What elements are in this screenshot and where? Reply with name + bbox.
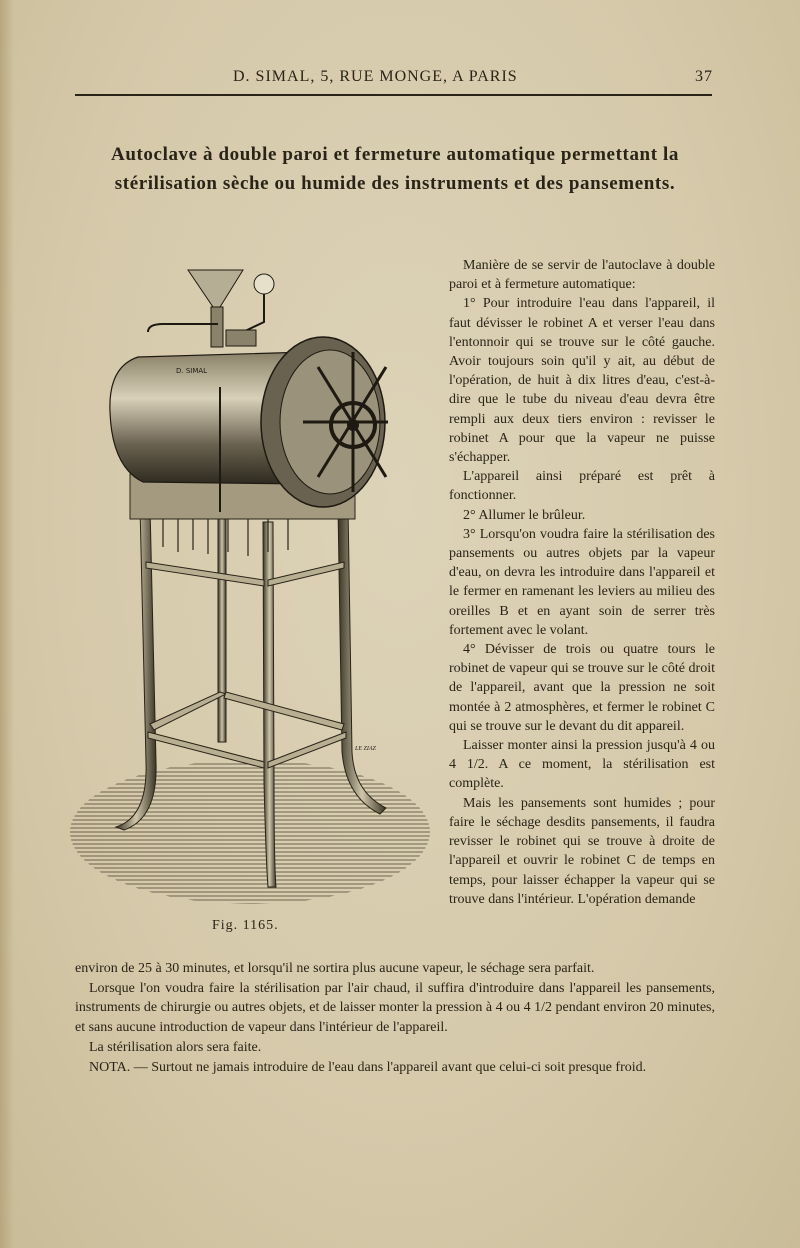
paragraph: L'appareil ainsi préparé est prêt à fonctionner. [449, 469, 715, 504]
figure-caption: Fig. 1165. [212, 918, 279, 933]
paragraph: 2° Allumer le brûleur. [463, 507, 586, 523]
paragraph: La stérilisation alors sera faite. [89, 1039, 262, 1055]
header-rule [75, 94, 712, 96]
paragraph: 1° Pour introduire l'eau dans l'appareil, il faut dévisser le robinet A et verser l'eau dans l'entonnoir qui se trouve sur le côté gauche. Avoir toujours soin qu'il y ait, au début de l'opération, de huit à dix litres d'eau, c'est-à-dire que le tube du niveau d'eau devra être rempli aux deux tiers environ : revisser le robinet A pour que la vapeur ne puisse s'échapper. [449, 296, 715, 466]
paragraph: 3° Lorsqu'on voudra faire la stérilisation des pansements ou autres objets par la vapeur d'eau, on devra les introduire dans l'appareil et le fermer en ramenant les leviers au milieu des oreilles B et en ayant soin de serrer très fortement avec le volant. [449, 526, 715, 638]
page-edge-shadow [0, 0, 14, 1248]
running-header [75, 66, 715, 92]
paragraph: Laisser monter ainsi la pression jusqu'à 4 ou 4 1/2. A ce moment, la stérilisation est complète. [449, 738, 715, 792]
running-title: D. SIMAL, 5, RUE MONGE, A PARIS [233, 68, 518, 85]
paragraph: 4° Dévisser de trois ou quatre tours le robinet de vapeur qui se trouve sur le côté droit de l'appareil, avant que la pression ne soit montée à 2 atmosphères, et fermer le robinet C qui se trouve sur le devant du dit appareil. [449, 642, 715, 734]
engraver-mark: LE ZIAZ [355, 746, 376, 752]
autoclave-engraving [68, 262, 433, 912]
device-label: D. SIMAL [176, 367, 208, 375]
page-number: 37 [695, 68, 713, 85]
paragraph: Mais les pansements sont humides ; pour faire le séchage desdits pansements, il faudra revisser le robinet qui se trouve à droite de l'appareil et ouvrir le robinet C de temps en temps, pour laisser échapper la vapeur qui se trouve dans l'intérieur. L'opération demande [449, 795, 715, 907]
paragraph: Lorsque l'on voudra faire la stérilisation par l'air chaud, il suffira d'introduire dans l'appareil les pansements, instruments de chirurgie ou autres objets, et de laisser monter la pression à 4 ou 4 1/2 pendant environ 20 minutes, et sans aucune introduction de vapeur dans l'intérieur de l'appareil. [75, 981, 715, 1035]
article-title: Autoclave à double paroi et fermeture automatique permettant la stérilisation sèche ou humide des instruments et des pansements. [111, 144, 679, 194]
paragraph: environ de 25 à 30 minutes, et lorsqu'il ne sortira plus aucune vapeur, le séchage sera parfait. [75, 961, 595, 976]
nota-paragraph: NOTA. — Surtout ne jamais introduire de l'eau dans l'appareil avant que celui-ci soit presque froid. [89, 1060, 647, 1076]
instructions-column [449, 256, 715, 909]
full-width-text [75, 959, 715, 1078]
paragraph: Manière de se servir de l'autoclave à double paroi et à fermeture automatique: [449, 258, 715, 293]
